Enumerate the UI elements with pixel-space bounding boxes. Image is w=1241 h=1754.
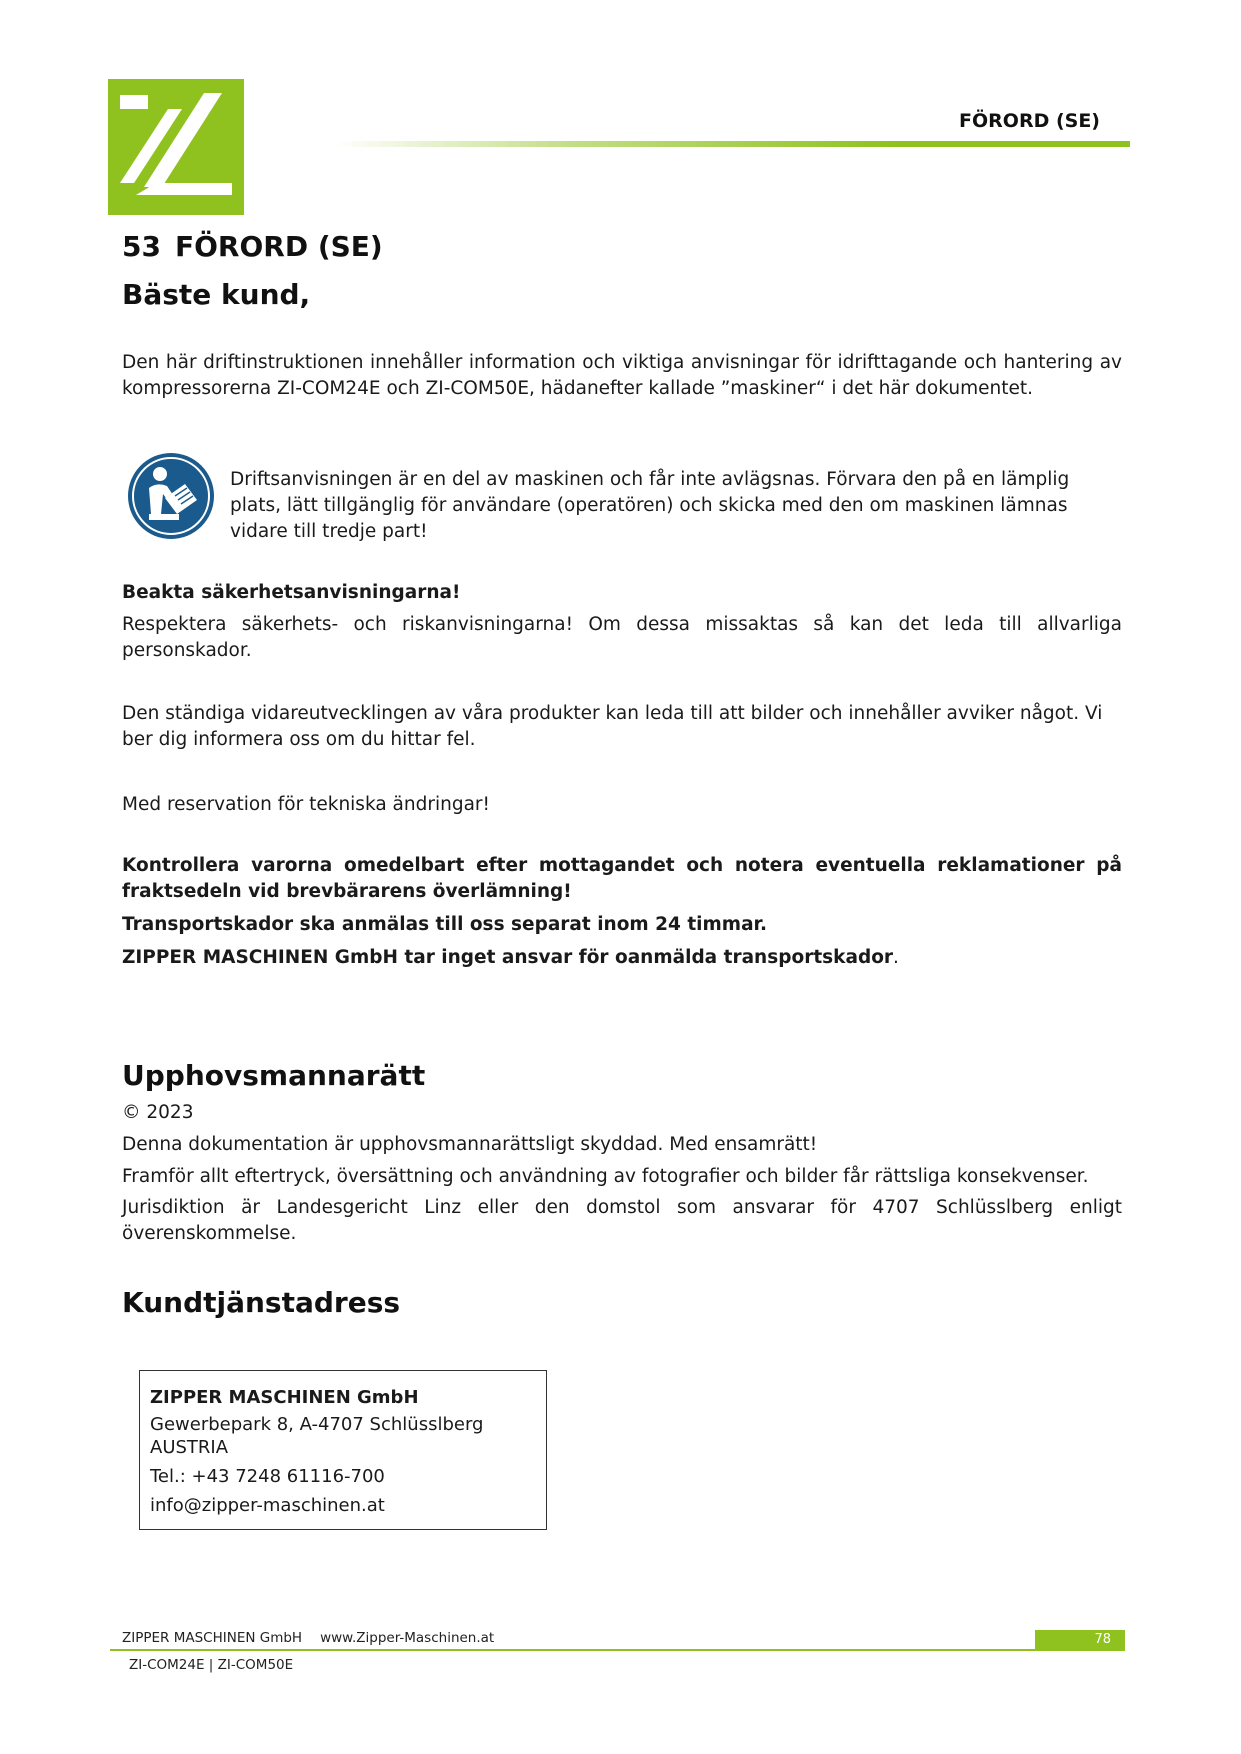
service-heading: Kundtjänstadress xyxy=(122,1286,401,1319)
delivery-check: Kontrollera varorna omedelbart efter mottagandet och notera eventuella reklamationer på fraktsedeln vid brevbärarens överlämning! xyxy=(122,855,1122,902)
copyright-protected: Denna dokumentation är upphovsmannarättsligt skyddad. Med ensamrätt! xyxy=(122,1134,818,1155)
footer-info xyxy=(122,1630,494,1646)
header-divider xyxy=(335,141,1130,147)
address-email[interactable]: info@zipper-maschinen.at xyxy=(150,1495,385,1516)
development-note: Den ständiga vidareutvecklingen av våra produkter kan leda till att bilder och innehåller avviker något. Vi ber dig informera oss om du hittar fel. xyxy=(122,703,1103,750)
footer-models: ZI-COM24E | ZI-COM50E xyxy=(129,1657,294,1673)
greeting: Bäste kund, xyxy=(122,278,311,311)
copyright-year: © 2023 xyxy=(122,1102,194,1123)
address-company: ZIPPER MASCHINEN GmbH xyxy=(150,1387,419,1408)
chapter-title: FÖRORD (SE) xyxy=(174,230,383,263)
read-manual-icon xyxy=(127,452,215,540)
address-street: Gewerbepark 8, A-4707 Schlüsslberg xyxy=(150,1414,484,1435)
chapter-number: 53 xyxy=(122,230,161,263)
manual-notice: Driftsanvisningen är en del av maskinen och får inte avlägsnas. Förvara den på en lämplig plats, lätt tillgänglig för användare (operatören) och skicka med den om maskinen lämnas vidare till tredje part! xyxy=(230,469,1070,542)
copyright-jurisdiction: Jurisdiktion är Landesgericht Linz eller den domstol som ansvarar för 4707 Schlüsslberg enligt överenskommelse. xyxy=(122,1197,1122,1244)
safety-text: Respektera säkerhets- och riskanvisningarna! Om dessa missaktas så kan det leda till allvarliga personskador. xyxy=(122,614,1122,661)
transport-damage-note: Transportskador ska anmälas till oss separat inom 24 timmar. xyxy=(122,914,768,935)
reservation-note: Med reservation för tekniska ändringar! xyxy=(122,794,490,815)
address-country: AUSTRIA xyxy=(150,1437,229,1458)
footer-company: ZIPPER MASCHINEN GmbH xyxy=(122,1630,303,1646)
footer-divider xyxy=(110,1649,1125,1651)
liability-end: . xyxy=(893,947,899,968)
copyright-heading: Upphovsmannarätt xyxy=(122,1059,426,1092)
liability-text: ZIPPER MASCHINEN GmbH tar inget ansvar för oanmälda transportskador xyxy=(122,947,894,968)
intro-paragraph: Den här driftinstruktionen innehåller information och viktiga anvisningar för idrifttagande och hantering av kompressorerna ZI-COM24E och ZI-COM50E, hädanefter kallade ”maskiner“ i det här dokumentet. xyxy=(122,352,1122,399)
address-phone: Tel.: +43 7248 61116-700 xyxy=(150,1466,385,1487)
footer-website[interactable]: www.Zipper-Maschinen.at xyxy=(320,1630,495,1646)
address-box xyxy=(139,1370,547,1530)
safety-heading: Beakta säkerhetsanvisningarna! xyxy=(122,582,461,603)
copyright-consequences: Framför allt eftertryck, översättning och användning av fotografier och bilder får rättsliga konsekvenser. xyxy=(122,1166,1089,1187)
chapter-heading xyxy=(122,230,383,263)
header-title: FÖRORD (SE) xyxy=(959,110,1100,132)
zipper-logo xyxy=(108,79,244,215)
liability-note xyxy=(122,945,1122,971)
page-number: 78 xyxy=(1035,1630,1125,1650)
